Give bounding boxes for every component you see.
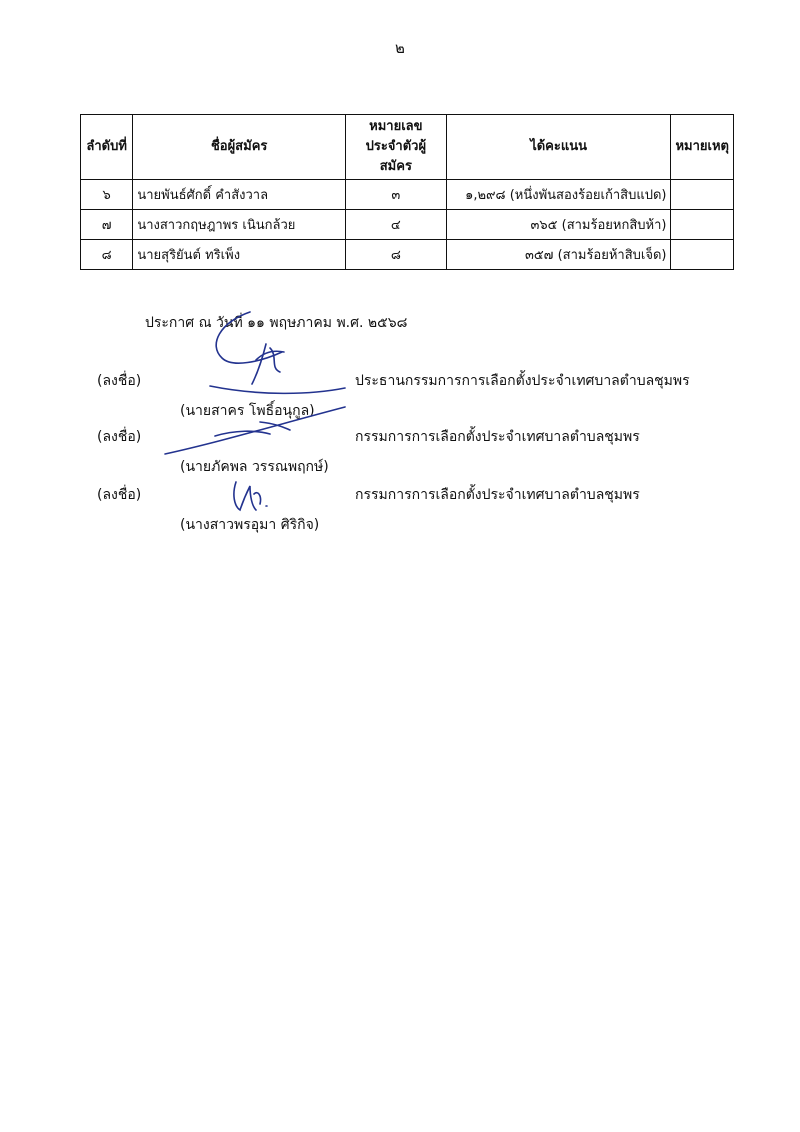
page-number: ๒ bbox=[395, 39, 405, 57]
row-name: นายพันธ์ศักดิ์ คำสังวาล bbox=[133, 180, 346, 210]
sign-role: กรรมการการเลือกตั้งประจำเทศบาลตำบลชุมพร bbox=[355, 487, 640, 503]
row-remark bbox=[671, 240, 734, 270]
header-name: ชื่อผู้สมัคร bbox=[133, 115, 346, 180]
table-row bbox=[81, 180, 734, 210]
row-score: ๓๖๕ (สามร้อยหกสิบห้า) bbox=[446, 210, 671, 240]
sign-name: (นายภัคพล วรรณพฤกษ์) bbox=[180, 459, 329, 475]
sign-name: (นายสาคร โพธิ์อนุกูล) bbox=[180, 403, 315, 419]
row-remark bbox=[671, 180, 734, 210]
table-header-row bbox=[81, 115, 734, 180]
row-number: ๔ bbox=[345, 210, 446, 240]
signature-block-chairman bbox=[0, 370, 800, 430]
signature-block-member-1 bbox=[0, 426, 800, 486]
row-name: นางสาวกฤษฎาพร เนินกล้วย bbox=[133, 210, 346, 240]
row-order: ๘ bbox=[81, 240, 133, 270]
row-number: ๘ bbox=[345, 240, 446, 270]
signature-block-member-2 bbox=[0, 484, 800, 544]
sign-name: (นางสาวพรอุมา ศิริกิจ) bbox=[180, 517, 320, 533]
sign-label: (ลงชื่อ) bbox=[97, 487, 142, 503]
results-table bbox=[80, 114, 734, 270]
table-row bbox=[81, 210, 734, 240]
announcement-date: ประกาศ ณ วันที่ ๑๑ พฤษภาคม พ.ศ. ๒๕๖๘ bbox=[145, 315, 408, 331]
sign-role: กรรมการการเลือกตั้งประจำเทศบาลตำบลชุมพร bbox=[355, 429, 640, 445]
handwritten-signature-member-1 bbox=[160, 402, 360, 472]
row-number: ๓ bbox=[345, 180, 446, 210]
sign-label: (ลงชื่อ) bbox=[97, 429, 142, 445]
row-remark bbox=[671, 210, 734, 240]
row-order: ๖ bbox=[81, 180, 133, 210]
row-score: ๑,๒๙๘ (หนึ่งพันสองร้อยเก้าสิบแปด) bbox=[446, 180, 671, 210]
header-remark: หมายเหตุ bbox=[671, 115, 734, 180]
row-score: ๓๕๗ (สามร้อยห้าสิบเจ็ด) bbox=[446, 240, 671, 270]
sign-role: ประธานกรรมการการเลือกตั้งประจำเทศบาลตำบลชุมพร bbox=[355, 373, 690, 389]
sign-label: (ลงชื่อ) bbox=[97, 373, 142, 389]
row-name: นายสุริยันต์ ทริเพ็ง bbox=[133, 240, 346, 270]
table-row bbox=[81, 240, 734, 270]
header-number-line2: ประจำตัวผู้สมัคร bbox=[365, 139, 427, 174]
header-number-line1: หมายเลข bbox=[369, 119, 423, 134]
handwritten-signature-chairman bbox=[200, 300, 350, 410]
header-order: ลำดับที่ bbox=[81, 115, 133, 180]
header-number bbox=[345, 115, 446, 180]
row-order: ๗ bbox=[81, 210, 133, 240]
header-score: ได้คะแนน bbox=[446, 115, 671, 180]
handwritten-signature-member-2 bbox=[228, 476, 278, 518]
